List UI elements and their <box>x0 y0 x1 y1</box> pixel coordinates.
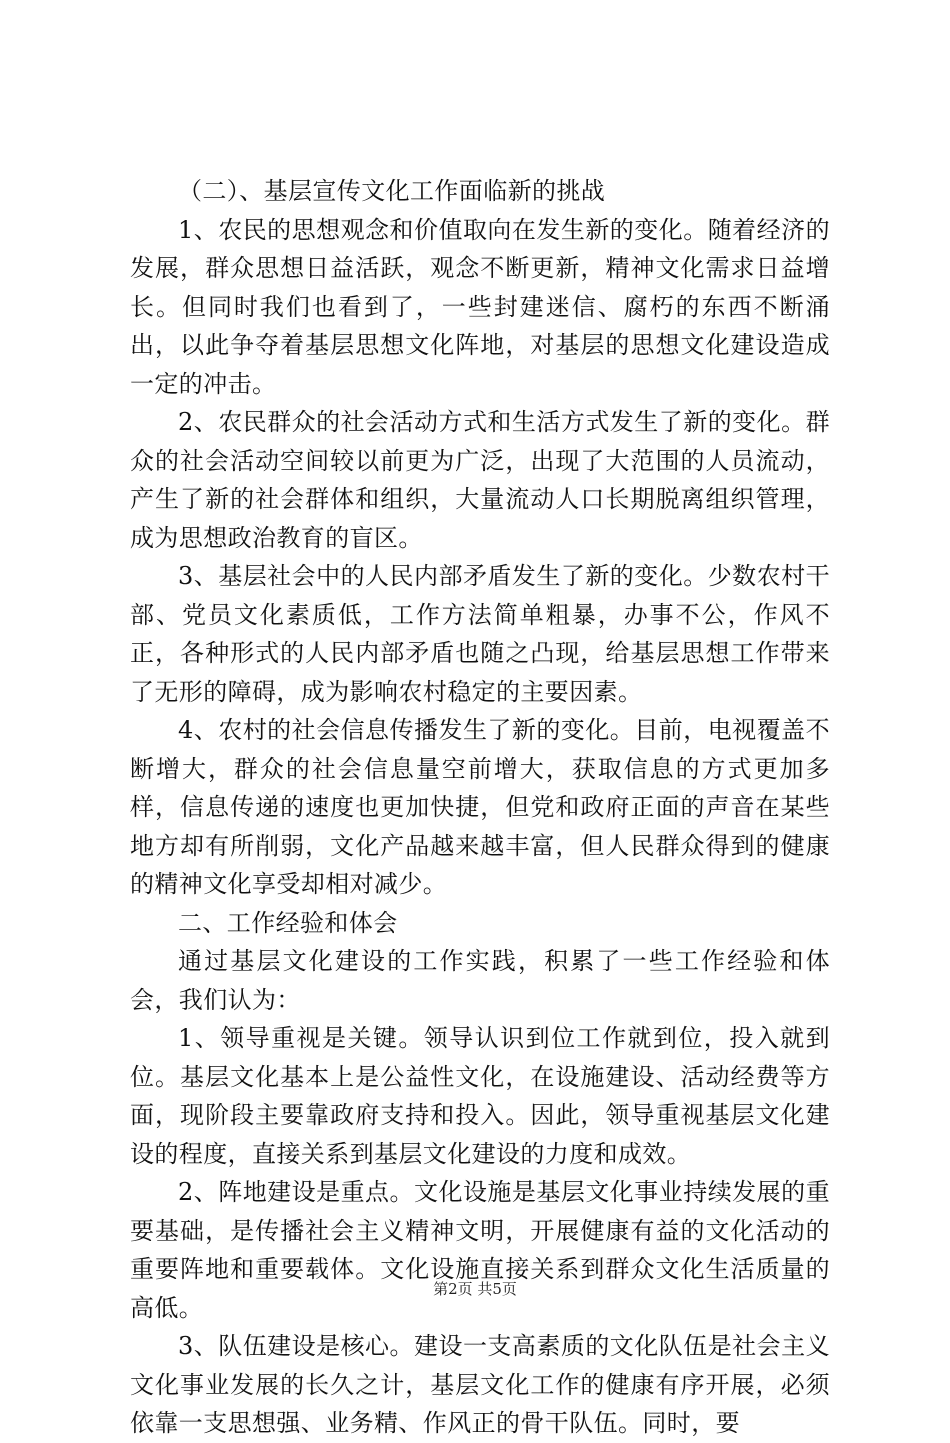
body-text <box>130 172 830 1443</box>
section-heading-experience: 二、工作经验和体会 <box>178 908 398 937</box>
paragraph-2-lifestyle: 2、农民群众的社会活动方式和生活方式发生了新的变化。群众的社会活动空间较以前更为广泛，出现了大范围的人员流动，产生了新的社会群体和组织，大量流动人口长期脱离组织管理，成为思想政治教育的盲区。 <box>130 408 830 552</box>
section-heading-challenges: （二）、基层宣传文化工作面临新的挑战 <box>178 177 606 205</box>
page-number-footer: 第2页 共5页 <box>433 1280 517 1298</box>
paragraph-intro-experience: 通过基层文化建设的工作实践，积累了一些工作经验和体会，我们认为： <box>130 947 830 1014</box>
paragraph-4-information: 4、农村的社会信息传播发生了新的变化。目前，电视覆盖不断增大，群众的社会信息量空前增大，获取信息的方式更加多样，信息传递的速度也更加快捷，但党和政府正面的声音在某些地方却有所削弱，文化产品越来越丰富，但人民群众得到的健康的精神文化享受却相对减少。 <box>130 716 830 898</box>
paragraph-facilities: 2、阵地建设是重点。文化设施是基层文化事业持续发展的重要基础，是传播社会主义精神文明，开展健康有益的文化活动的重要阵地和重要载体。文化设施直接关系到群众文化生活质量的高低。 <box>130 1178 830 1322</box>
paragraph-team: 3、队伍建设是核心。建设一支高素质的文化队伍是社会主义文化事业发展的长久之计，基层文化工作的健康有序开展，必须依靠一支思想强、业务精、作风正的骨干队伍。同时，要 <box>130 1332 830 1437</box>
paragraph-3-contradictions: 3、基层社会中的人民内部矛盾发生了新的变化。少数农村干部、党员文化素质低，工作方法简单粗暴，办事不公，作风不正，各种形式的人民内部矛盾也随之凸现，给基层思想工作带来了无形的障碍，成为影响农村稳定的主要因素。 <box>130 562 830 706</box>
paragraph-1-ideology: 1、农民的思想观念和价值取向在发生新的变化。随着经济的发展，群众思想日益活跃，观念不断更新，精神文化需求日益增长。但同时我们也看到了，一些封建迷信、腐朽的东西不断涌出，以此争夺着基层思想文化阵地，对基层的思想文化建设造成一定的冲击。 <box>130 215 830 398</box>
paragraph-leadership: 1、领导重视是关键。领导认识到位工作就到位，投入就到位。基层文化基本上是公益性文化，在设施建设、活动经费等方面，现阶段主要靠政府支持和投入。因此，领导重视基层文化建设的程度，直接关系到基层文化建设的力度和成效。 <box>130 1024 830 1168</box>
